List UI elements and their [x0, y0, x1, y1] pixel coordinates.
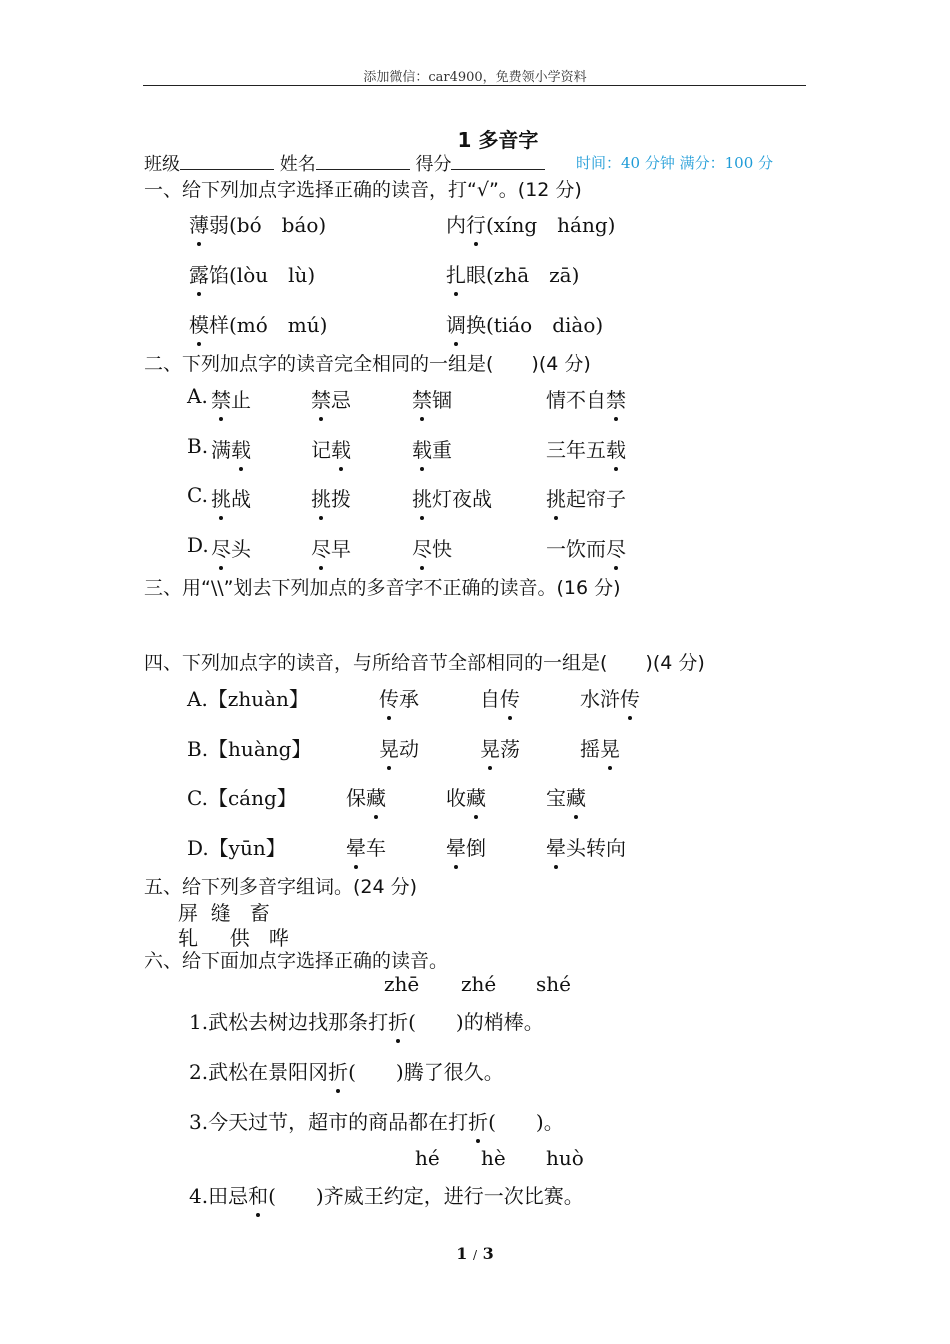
dotted-char: 扎: [446, 263, 466, 287]
pinyin-option: zhé: [461, 972, 497, 996]
dotted-char: 晃: [600, 737, 620, 761]
dotted-char: 晃: [379, 737, 399, 761]
dotted-char: 露: [189, 263, 209, 287]
word: 传承: [379, 687, 419, 711]
page-number: 1 / 3: [456, 1244, 494, 1263]
s1-item: 露馅(lòu lù): [189, 263, 316, 287]
option-b-label: B.: [187, 434, 209, 458]
word: 宝藏: [546, 786, 586, 810]
dotted-char: 尽: [606, 537, 626, 561]
word: 挑战: [211, 487, 251, 511]
pinyin-option: hè: [481, 1146, 506, 1170]
option-a-label: A.: [187, 384, 208, 408]
dotted-char: 晕: [546, 836, 566, 860]
dotted-char: 藏: [566, 786, 586, 810]
class-label: 班级: [144, 154, 180, 175]
question-1: 1.武松去树边找那条打折( )的梢棒。: [189, 1010, 544, 1034]
option-b-label: B.【huàng】: [187, 737, 312, 761]
dotted-char: 载: [331, 438, 351, 462]
word: 晕头转向: [546, 836, 626, 860]
s1-item: 模样(mó mú): [189, 313, 328, 337]
dotted-char: 禁: [606, 388, 626, 412]
dotted-char: 传: [500, 687, 520, 711]
word: 摇晃: [580, 737, 620, 761]
option-d-label: D.: [187, 533, 209, 557]
option-a-label: A.【zhuàn】: [187, 687, 309, 711]
word: 三年五载: [546, 438, 626, 462]
dotted-char: 载: [412, 438, 432, 462]
dotted-char: 薄: [189, 213, 209, 237]
pinyin-option: hé: [415, 1146, 440, 1170]
word: 水浒传: [580, 687, 640, 711]
word: 禁锢: [412, 388, 452, 412]
word: 尽早: [311, 537, 351, 561]
word: 尽快: [412, 537, 452, 561]
s5-chars-line-1: 屏 缝 畜: [178, 901, 270, 925]
dotted-char: 折: [328, 1060, 349, 1084]
question-3: 3.今天过节，超市的商品都在打折( )。: [189, 1110, 564, 1134]
dotted-char: 挑: [211, 487, 231, 511]
dotted-char: 挑: [311, 487, 331, 511]
option-c-label: C.: [187, 483, 208, 507]
section-4-heading: 四、下列加点字的读音，与所给音节全部相同的一组是( )(4 分): [144, 652, 705, 674]
section-2-heading: 二、下列加点字的读音完全相同的一组是( )(4 分): [144, 353, 591, 375]
section-3-heading: 三、用“\\”划去下列加点的多音字不正确的读音。(16 分): [144, 577, 621, 599]
dotted-char: 模: [189, 313, 209, 337]
word: 挑起帘子: [546, 487, 626, 511]
pinyin-option: zhē: [384, 972, 420, 996]
word: 自传: [480, 687, 520, 711]
dotted-char: 晕: [346, 836, 366, 860]
question-4: 4.田忌和( )齐威王约定，进行一次比赛。: [189, 1184, 584, 1208]
s1-item: 扎眼(zhā zā): [446, 263, 580, 287]
s5-chars-line-2: 轧 供 哗: [178, 926, 289, 950]
dotted-char: 尽: [412, 537, 432, 561]
dotted-char: 行: [466, 213, 486, 237]
word: 挑拨: [311, 487, 351, 511]
word: 载重: [412, 438, 452, 462]
word: 满载: [211, 438, 251, 462]
word: 一饮而尽: [546, 537, 626, 561]
page-title: 1 多音字: [457, 128, 539, 152]
word: 晃动: [379, 737, 419, 761]
dotted-char: 尽: [311, 537, 331, 561]
word: 记载: [311, 438, 351, 462]
pinyin-option: huò: [546, 1146, 584, 1170]
option-c-label: C.【cáng】: [187, 786, 297, 810]
word: 禁止: [211, 388, 251, 412]
page-header: 添加微信：car4900，免费领小学资料: [363, 70, 587, 85]
word: 收藏: [446, 786, 486, 810]
name-label: 姓名: [279, 154, 316, 175]
section-5-heading: 五、给下列多音字组词。(24 分): [144, 876, 418, 898]
dotted-char: 禁: [412, 388, 432, 412]
name-blank[interactable]: [316, 153, 410, 170]
dotted-char: 晃: [480, 737, 500, 761]
dotted-char: 晕: [446, 836, 466, 860]
dotted-char: 禁: [311, 388, 331, 412]
dotted-char: 藏: [366, 786, 386, 810]
time-score-note: 时间：40 分钟 满分：100 分: [576, 154, 774, 172]
dotted-char: 传: [620, 687, 640, 711]
word: 尽头: [211, 537, 251, 561]
score-blank[interactable]: [451, 153, 545, 170]
dotted-char: 载: [606, 438, 626, 462]
dotted-char: 挑: [412, 487, 432, 511]
dotted-char: 调: [446, 313, 466, 337]
dotted-char: 藏: [466, 786, 486, 810]
question-2: 2.武松在景阳冈折( )腾了很久。: [189, 1060, 504, 1084]
s1-item: 调换(tiáo diào): [446, 313, 604, 337]
pinyin-option: shé: [536, 972, 571, 996]
dotted-char: 折: [388, 1010, 409, 1034]
dotted-char: 载: [231, 438, 251, 462]
dotted-char: 禁: [211, 388, 231, 412]
word: 禁忌: [311, 388, 351, 412]
section-6-heading: 六、给下面加点字选择正确的读音。: [144, 950, 449, 972]
word: 晃荡: [480, 737, 520, 761]
word: 晕倒: [446, 836, 486, 860]
info-line: [144, 150, 545, 176]
word: 保藏: [346, 786, 386, 810]
word: 挑灯夜战: [412, 487, 492, 511]
s1-item: 薄弱(bó báo): [189, 213, 327, 237]
section-1-heading: 一、给下列加点字选择正确的读音，打“√”。(12 分): [144, 179, 582, 201]
dotted-char: 和: [248, 1184, 269, 1208]
word: 晕车: [346, 836, 386, 860]
word: 情不自禁: [546, 388, 626, 412]
class-blank[interactable]: [180, 153, 274, 170]
dotted-char: 尽: [211, 537, 231, 561]
header-rule: [143, 85, 806, 86]
dotted-char: 传: [379, 687, 399, 711]
option-d-label: D.【yūn】: [187, 836, 286, 860]
dotted-char: 折: [468, 1110, 489, 1134]
score-label: 得分: [415, 154, 452, 175]
s1-item: 内行(xíng háng): [446, 213, 616, 237]
dotted-char: 挑: [546, 487, 566, 511]
